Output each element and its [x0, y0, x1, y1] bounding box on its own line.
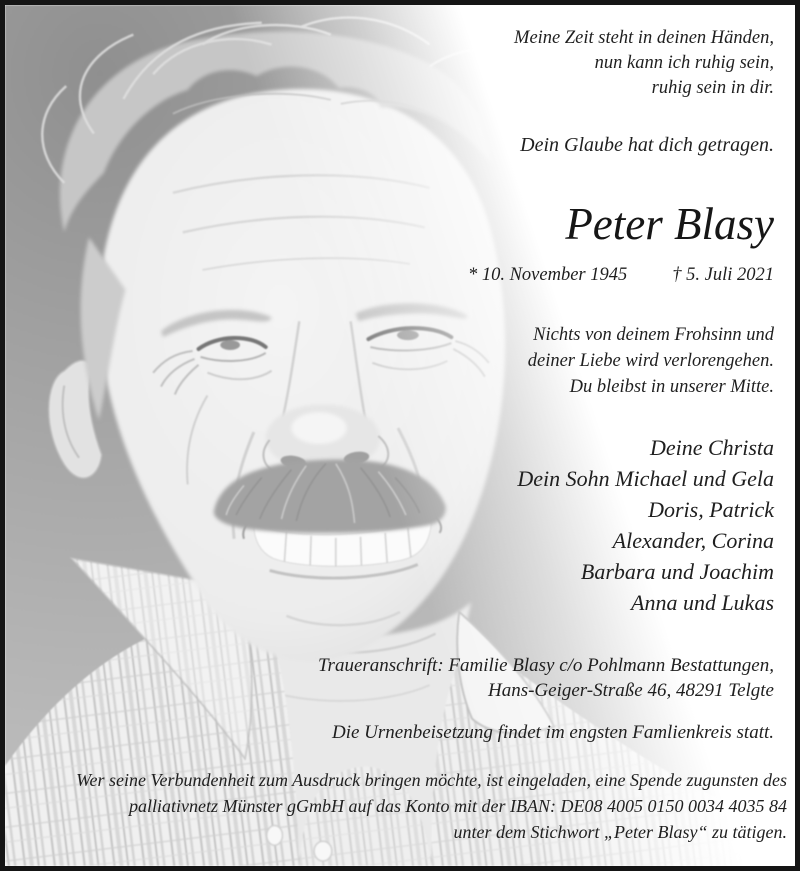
faith-line: Dein Glaube hat dich getragen. — [520, 134, 774, 156]
donation-line: Wer seine Verbundenheit zum Ausdruck bringen möchte, ist eingeladen, eine Spende zugunsten des — [76, 770, 787, 790]
address-line: Traueranschrift: Familie Blasy c/o Pohlmann Bestattungen, — [318, 655, 774, 676]
burial-note: Die Urnenbeisetzung findet im engsten Famlienkreis statt. — [331, 722, 774, 743]
mourner-line: Anna und Lukas — [631, 590, 774, 615]
donation-line: unter dem Stichwort „Peter Blasy“ zu tätigen. — [453, 822, 787, 842]
deceased-name: Peter Blasy — [565, 199, 774, 249]
life-dates — [468, 263, 774, 287]
mourner-line: Barbara und Joachim — [580, 559, 774, 584]
mourners-list — [517, 432, 774, 618]
verse-line: ruhig sein in dir. — [651, 78, 774, 98]
death-date: † 5. Juli 2021 — [672, 265, 774, 285]
mourner-line: Dein Sohn Michael und Gela — [517, 466, 774, 491]
donation-line: palliativnetz Münster gGmbH auf das Konto mit der IBAN: DE08 4005 0150 0034 4035 84 — [129, 796, 787, 816]
verse-line: Nichts von deinem Frohsinn und — [533, 325, 774, 345]
condolence-address — [318, 653, 774, 703]
verse-line: deiner Liebe wird verlorengehen. — [527, 351, 774, 371]
donation-note — [76, 767, 787, 845]
birth-date: * 10. November 1945 — [467, 265, 628, 285]
mourner-line: Deine Christa — [649, 435, 774, 460]
address-line: Hans-Geiger-Straße 46, 48291 Telgte — [487, 680, 774, 701]
mourner-line: Alexander, Corina — [612, 528, 774, 553]
mourner-line: Doris, Patrick — [648, 497, 774, 522]
verse-line: nun kann ich ruhig sein, — [594, 53, 774, 73]
verse-line: Du bleibst in unserer Mitte. — [569, 377, 774, 397]
verse-line: Meine Zeit steht in deinen Händen, — [514, 28, 774, 48]
remembrance-verse — [528, 322, 774, 400]
opening-verse — [514, 26, 774, 101]
